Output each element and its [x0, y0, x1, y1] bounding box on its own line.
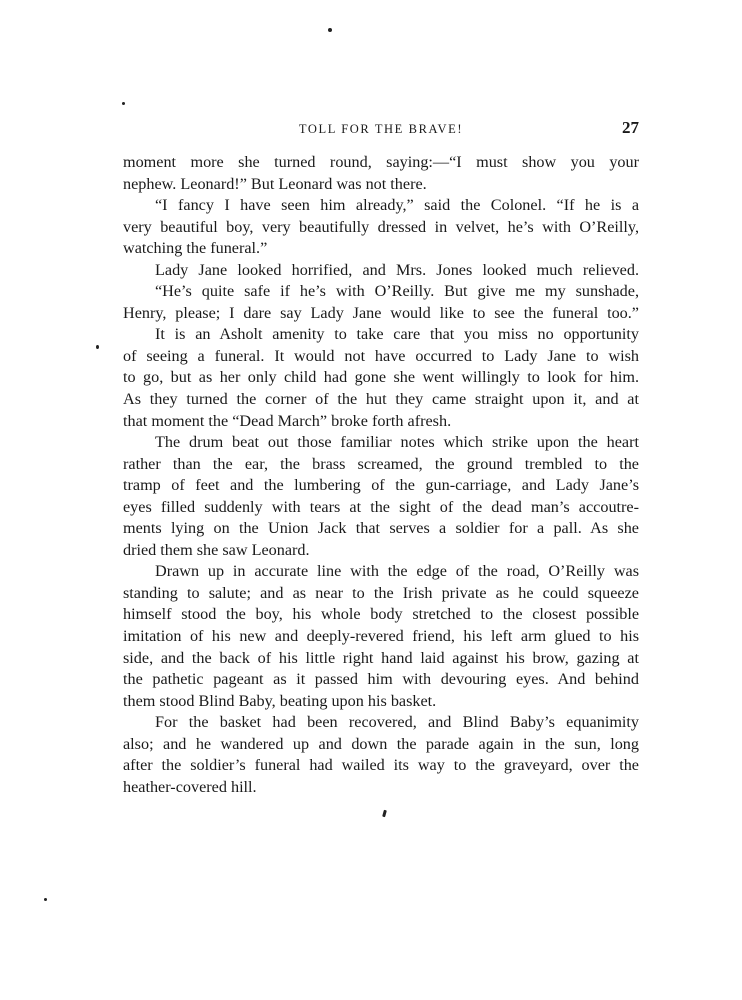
text-line: The drum beat out those familiar notes which strike upon the heart [155, 433, 639, 452]
text-line: “He’s quite safe if he’s with O’Reilly. But give me my sunshade, [155, 282, 639, 301]
text-line: of seeing a funeral. It would not have occurred to Lady Jane to wish [123, 346, 639, 365]
text-line: As they turned the corner of the hut they came straight upon it, and at [123, 390, 639, 409]
text-line: dried them she saw Leonard. [123, 540, 310, 559]
text-line: to go, but as her only child had gone she went willingly to look for him. [123, 368, 639, 387]
text-line: eyes filled suddenly with tears at the sight of the dead man’s accoutre- [123, 497, 639, 516]
running-head [123, 118, 639, 142]
text-line: nephew. Leonard!” But Leonard was not there. [123, 174, 427, 193]
text-line: the pathetic pageant as it passed him with devouring eyes. And behind [123, 670, 639, 689]
scan-speck [44, 898, 47, 901]
text-line: heather-covered hill. [123, 777, 257, 796]
text-line: side, and the back of his little right hand laid against his brow, gazing at [123, 648, 639, 667]
text-line: For the basket had been recovered, and Blind Baby’s equanimity [155, 713, 639, 732]
text-line: that moment the “Dead March” broke forth afresh. [123, 411, 452, 430]
text-line: Henry, please; I dare say Lady Jane would like to see the funeral too.” [123, 303, 639, 322]
text-line: rather than the ear, the brass screamed, the ground trembled to the [123, 454, 639, 473]
text-line: also; and he wandered up and down the parade again in the sun, long [123, 734, 639, 753]
text-line: standing to salute; and as near to the Irish private as he could squeeze [123, 583, 639, 602]
text-line: ments lying on the Union Jack that serves a soldier for a pall. As she [123, 519, 639, 538]
text-line: imitation of his new and deeply-revered friend, his left arm glued to his [123, 627, 639, 646]
scan-speck [122, 102, 125, 105]
text-line: very beautiful boy, very beautifully dressed in velvet, he’s with O’Reilly, [123, 217, 639, 236]
text-line: Lady Jane looked horrified, and Mrs. Jones looked much relieved. [155, 260, 639, 279]
body-text [123, 152, 639, 798]
text-line: after the soldier’s funeral had wailed its way to the graveyard, over the [123, 756, 639, 775]
text-line: “I fancy I have seen him already,” said the Colonel. “If he is a [155, 196, 639, 215]
scan-speck [96, 345, 99, 349]
text-line: himself stood the boy, his whole body stretched to the closest possible [123, 605, 639, 624]
text-line: tramp of feet and the lumbering of the gun-carriage, and Lady Jane’s [123, 476, 639, 495]
scan-speck [328, 28, 332, 32]
text-line: moment more she turned round, saying:—“I must show you your [123, 153, 639, 171]
text-line: Drawn up in accurate line with the edge of the road, O’Reilly was [155, 562, 639, 581]
text-line: them stood Blind Baby, beating upon his basket. [123, 691, 437, 710]
page-number: 27 [622, 118, 639, 137]
text-line: watching the funeral.” [123, 239, 268, 258]
scan-speck [382, 810, 387, 818]
running-title: TOLL FOR THE BRAVE! [298, 122, 464, 136]
text-line: It is an Asholt amenity to take care that you miss no opportunity [155, 325, 639, 344]
